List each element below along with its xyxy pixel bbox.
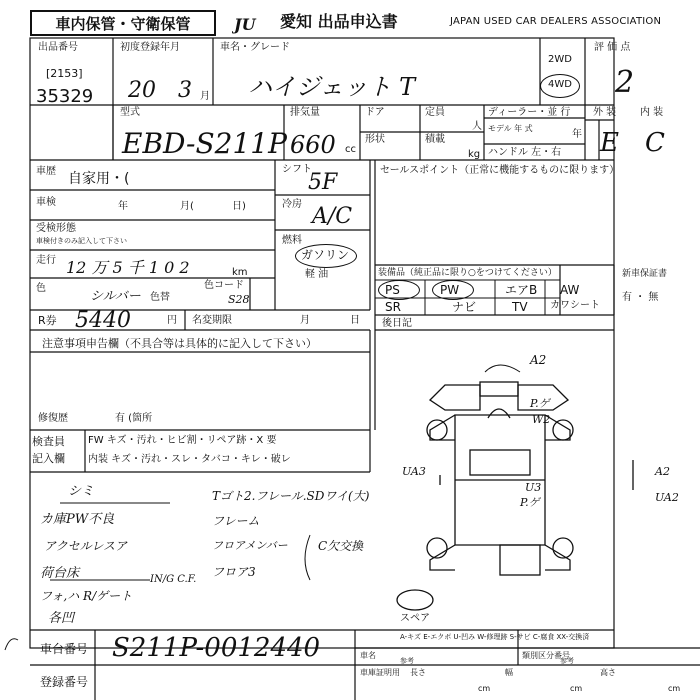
storage-tag: 車内保管・守衛保管 xyxy=(30,10,216,36)
notes-title: 注意事項申告欄（不具合等は具体的に記入して下さい） xyxy=(42,337,317,350)
lot-small: [2153] xyxy=(46,67,83,80)
inspector-label-2: 記入欄 xyxy=(32,452,65,465)
door-label: ドア xyxy=(365,107,385,118)
ju-logo-icon xyxy=(232,14,272,34)
shaken-month: 月( xyxy=(180,201,194,212)
name-change-label: 名変期限 xyxy=(192,315,232,326)
hw-note-10: フロア3 xyxy=(212,565,256,579)
hw-note-9: フロアメンバー xyxy=(212,539,288,552)
disp-value: 660 xyxy=(290,131,336,159)
shift-label: シフト xyxy=(282,164,312,175)
reg-label: 初度登録年月 xyxy=(120,42,180,53)
hw-note-7: Tゴト2.フレール.SDワイ(大) xyxy=(212,489,370,503)
type-value: EBD-S211P xyxy=(122,127,287,160)
color-value: シルバー xyxy=(90,289,141,304)
fuel-diesel: 軽 油 xyxy=(305,269,329,280)
footer-field-5: 車庫証明用 xyxy=(360,668,400,677)
shaken-label: 車検 xyxy=(36,197,56,208)
lot-label: 出品番号 xyxy=(38,42,78,53)
name-change-day: 日 xyxy=(350,315,360,326)
cap-label: 定員 xyxy=(425,107,445,118)
equip-aw: AW xyxy=(560,283,580,297)
equip-ps-circle xyxy=(378,280,420,300)
equip-ps: PS xyxy=(385,283,400,297)
chassis-value: S211P-0012440 xyxy=(112,633,321,663)
drive-4wd: 4WD xyxy=(548,79,572,90)
footer-unit-3: cm xyxy=(668,684,681,693)
fuel-label: 燃料 xyxy=(282,235,302,246)
reg-unit: 月 xyxy=(200,91,210,102)
juken-note: 車検付きのみ記入して下さい xyxy=(36,237,127,245)
diagram-label-6: UA3 xyxy=(402,465,426,478)
footer-field-4: 参考 xyxy=(560,657,574,665)
fuel-value: ガソリン xyxy=(301,248,350,262)
disp-unit: cc xyxy=(345,144,356,155)
hw-note-4: 荷台床 xyxy=(40,566,80,581)
load-label: 積載 xyxy=(425,134,445,145)
dealer-label: ディーラー・並 行 xyxy=(488,107,571,118)
shift-value: 5F xyxy=(308,170,338,195)
diagram-label-3: W2 xyxy=(532,413,551,426)
equip-label: 装備品（純正品に限り○をつけてください） xyxy=(378,268,557,278)
repair-label: 修復歴 xyxy=(38,413,68,424)
equip-navi: ナビ xyxy=(452,300,477,314)
equip-leather: カワシート xyxy=(550,300,600,311)
reg-number-label: 登録番号 xyxy=(40,675,89,689)
ac-value: A/C xyxy=(312,204,353,229)
rken-unit: 円 xyxy=(167,315,177,326)
hw-note-11: C欠交換 xyxy=(318,539,364,553)
mileage-unit: km xyxy=(232,267,248,278)
hw-note-1: シミ xyxy=(68,484,95,499)
model-name: ハイジェット T xyxy=(248,73,416,101)
inspector-line-2: 内装 キズ・汚れ・スレ・タバコ・キレ・破レ xyxy=(88,454,291,465)
inspector-line-1: FW キズ・汚れ・ヒビ割・リペア跡・X 要 xyxy=(88,435,277,446)
ext-grade: E xyxy=(600,128,619,158)
truck-diagram-lines xyxy=(397,365,633,610)
diagram-label-7: A2 xyxy=(655,465,670,478)
color-change: 色替 xyxy=(150,292,170,303)
year-unit: 年 xyxy=(572,129,582,140)
diagram-label-1: A2 xyxy=(530,353,547,367)
model-label: 車名・グレード xyxy=(220,42,290,53)
mileage-label: 走行 xyxy=(36,255,56,266)
rken-label: R券 xyxy=(38,314,57,327)
lot-number: 35329 xyxy=(36,86,94,107)
equip-tv: TV xyxy=(512,300,528,314)
modelyear-label: モデル 年 式 xyxy=(488,124,533,133)
color-code-label: 色コード xyxy=(204,280,244,291)
int-label: 内 装 xyxy=(640,107,664,118)
footer-field-2: 類別区分番号 xyxy=(522,651,570,660)
int-grade: C xyxy=(645,128,665,158)
diagram-label-8: UA2 xyxy=(655,491,679,504)
association-name: JAPAN USED CAR DEALERS ASSOCIATION xyxy=(450,16,662,27)
score: 2 xyxy=(615,65,635,100)
chassis-label: 車台番号 xyxy=(40,642,89,656)
footer-field-8: 高さ xyxy=(600,668,616,677)
form-title: 愛知 出品申込書 xyxy=(280,12,398,31)
footer-field-7: 幅 xyxy=(505,668,513,677)
hw-note-8: フレーム xyxy=(212,514,260,528)
type-label: 型式 xyxy=(120,107,140,118)
equip-airbag: エアB xyxy=(505,283,538,297)
juken-label: 受検形態 xyxy=(36,223,76,234)
shaken-day: 日) xyxy=(232,201,246,212)
footer-field-3: 参考 xyxy=(400,657,414,665)
reg-month: 3 xyxy=(178,78,192,103)
footer-unit-1: cm xyxy=(478,684,491,693)
hw-note-12: IN/G C.F. xyxy=(150,574,197,585)
aftermarket-label: 後日記 xyxy=(382,318,412,329)
equip-sr: SR xyxy=(385,300,401,314)
hw-note-2: カ庫PW不良 xyxy=(40,512,115,527)
history-label: 車歴 xyxy=(36,166,56,177)
name-change-month: 月 xyxy=(300,315,310,326)
footer-field-6: 長さ xyxy=(410,668,426,677)
ac-label: 冷房 xyxy=(282,199,302,210)
warranty-value: 有 ・ 無 xyxy=(622,292,659,303)
handle-label: ハンドル 左・右 xyxy=(488,147,562,158)
warranty-label: 新車保証書 xyxy=(622,269,668,279)
inspector-label-1: 検査員 xyxy=(32,435,65,448)
hw-note-6: 各凹 xyxy=(48,611,75,626)
hw-note-3: アクセルレスア xyxy=(44,539,127,553)
footer-field-1: 車名 xyxy=(360,651,376,660)
disp-label: 排気量 xyxy=(290,107,320,118)
history-value: 自家用・( xyxy=(68,171,130,187)
equip-pw-circle xyxy=(432,280,474,300)
reg-year: 20 xyxy=(128,78,156,103)
shape-label: 形状 xyxy=(365,134,385,145)
damage-legend: A-キズ E-エクボ U-凹み W-修理跡 S-サビ C-腐食 XX-交換済 xyxy=(400,633,590,641)
spare-label: スペア xyxy=(400,613,430,624)
ext-label: 外 装 xyxy=(593,107,617,118)
diagram-label-2: P.ゲ xyxy=(530,397,550,410)
cap-unit: 人 xyxy=(472,121,482,132)
load-unit: kg xyxy=(468,149,481,160)
color-label: 色 xyxy=(36,283,46,294)
diagram-label-4: U3 xyxy=(525,481,542,494)
rken-value: 5440 xyxy=(75,308,131,333)
hw-note-5: フォ,ハ R/ゲート xyxy=(40,589,133,603)
shaken-year: 年 xyxy=(118,201,128,212)
footer-unit-2: cm xyxy=(570,684,583,693)
mileage-value: 12 万 5 千 1 0 2 xyxy=(66,258,190,277)
repair-value: 有 (箇所 xyxy=(115,413,153,424)
diagram-label-5: P.ゲ xyxy=(520,496,540,509)
equip-pw: PW xyxy=(440,283,460,297)
sales-label: セールスポイント（正常に機能するものに限ります） xyxy=(380,165,620,176)
color-code: S28 xyxy=(228,293,250,306)
drive-2wd: 2WD xyxy=(548,54,572,65)
svg-text:JU: JU xyxy=(234,15,256,34)
score-label: 評 価 点 xyxy=(594,42,631,53)
